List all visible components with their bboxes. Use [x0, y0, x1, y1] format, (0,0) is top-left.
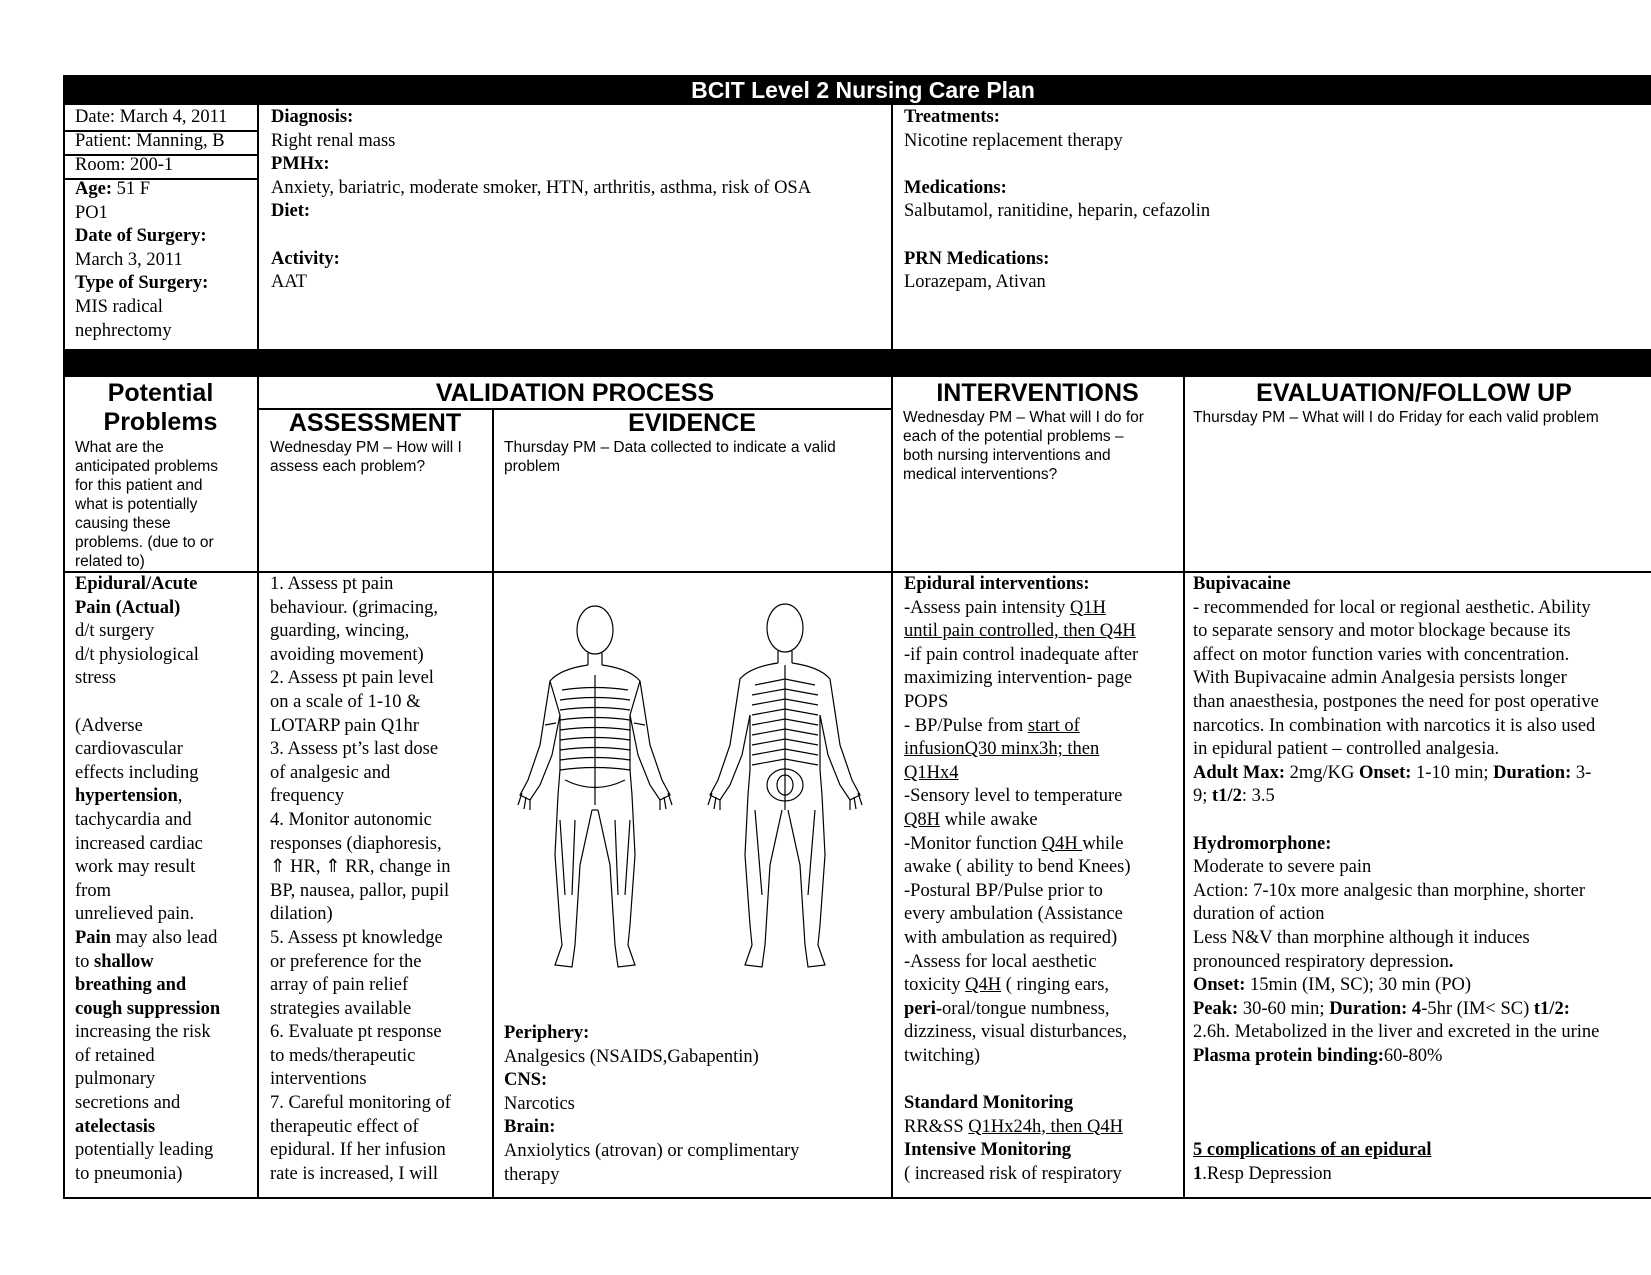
surgery-date-value: March 3, 2011 — [75, 249, 183, 270]
dermatome-diagram — [500, 595, 880, 980]
patient-info — [75, 106, 255, 343]
diagnosis-section — [271, 106, 886, 295]
table-bottom-line — [63, 1197, 1651, 1199]
cns-value: Narcotics — [504, 1093, 575, 1114]
diagnosis-value: Right renal mass — [271, 130, 396, 151]
problems-column: Epidural/Acute Pain (Actual) d/t surgery d/t physiological stress (Adverse cardiovascular effects including hypertension, tachycardia and increased cardiac work may result from unrelieved pain. Pain may also lead to shallow breathing and cough suppression increasing the risk of retained pulmonary secretions and atelectasis potentially leading to pneumonia) — [75, 574, 221, 1184]
hydromorphone-label: Hydromorphone: — [1193, 833, 1332, 854]
assessment-header: ASSESSMENT Wednesday PM – How will I assess each problem? — [258, 409, 492, 476]
top-divider-1 — [257, 105, 259, 349]
evidence-desc: Thursday PM – Data collected to indicate a valid problem — [504, 439, 836, 475]
brain-value: Anxiolytics (atrovan) or complimentary — [504, 1140, 800, 1161]
activity-value: AAT — [271, 272, 307, 293]
evaluation-column: Bupivacaine - recommended for local or regional aesthetic. Ability to separate sensory and motor blockage because its affect on motor function varies with concentration. With Bupivacaine admin Analgesia persists longer than anaesthesia, postpones the need for post operative narcotics. In combination with narcotics it is also used in epidural patient – controlled analgesia. Adult Max: 2mg/KG Onset: 1-10 min; Duration: 3- 9; t1/2: 3.5 Hydromorphone: Moderate to severe pain Action: 7-10x more analgesic than morphine, shorter duration of action Less N&V than morphine although it induces pronounced respiratory depression. Onset: 15min (IM, SC); 30 min (PO) Peak: 30-60 min; Duration: 4-5hr (IM< SC) t1/2: 2.6h. Metabolized in the liver and excreted in the urine Plasma protein binding:60-80% 5 complications of an epidural 1.Resp Depression — [1193, 573, 1648, 1186]
main-col-divider-2 — [492, 408, 494, 1198]
surgery-type-value: MIS radical — [75, 296, 163, 317]
pmhx-label: PMHx: — [271, 154, 330, 175]
interventions-column: Epidural interventions: -Assess pain intensity Q1H until pain controlled, then Q4H -if pain control inadequate after maximizing intervention- page POPS - BP/Pulse from start of infusionQ30 minx3h; then Q1Hx4 -Sensory level to temperature Q8H while awake -Monitor function Q4H while awake ( ability to bend Knees) -Postural BP/Pulse prior to every ambulation (Assistance with ambulation as required) -Assess for local aesthetic toxicity Q4H ( ringing ears, peri-oral/tongue numbness, dizziness, visual disturbances, twitching) Standard Monitoring RR&SS Q1Hx24h, then Q4H Intensive Monitoring ( increased risk of respiratory — [904, 573, 1182, 1186]
medications-value: Salbutamol, ranitidine, heparin, cefazolin — [904, 201, 1211, 222]
surgery-type-label: Type of Surgery: — [75, 273, 209, 294]
pmhx-value: Anxiety, bariatric, moderate smoker, HTN, arthritis, asthma, risk of OSA — [271, 177, 812, 198]
diagnosis-label: Diagnosis: — [271, 107, 354, 127]
top-left-border — [63, 105, 65, 349]
evidence-column — [504, 1022, 889, 1187]
surgery-type-value-2: nephrectomy — [75, 320, 172, 341]
section-divider-band — [63, 349, 1651, 377]
evidence-header: EVIDENCE Thursday PM – Data collected to indicate a valid problem — [493, 409, 891, 476]
back-body-figure — [708, 604, 862, 967]
assessment-desc: Wednesday PM – How will I assess each problem? — [270, 439, 462, 475]
evaluation-desc: Thursday PM – What will I do Friday for each valid problem — [1193, 409, 1599, 426]
diet-label: Diet: — [271, 201, 311, 222]
room-field: Room: 200-1 — [75, 155, 174, 175]
main-col-divider-3 — [891, 377, 893, 1198]
interventions-desc: Wednesday PM – What will I do for each of the potential problems – both nursing interventions and medical interventions? — [903, 409, 1144, 483]
surgery-date-label: Date of Surgery: — [75, 226, 207, 247]
treatments-section — [904, 106, 1644, 295]
date-field: Date: March 4, 2011 — [75, 107, 228, 127]
interventions-header: INTERVENTIONS Wednesday PM – What will I do for each of the potential problems – both nursing interventions and medical interventions? — [892, 379, 1183, 484]
patient-field: Patient: Manning, B — [75, 131, 225, 151]
validation-process-header: VALIDATION PROCESS — [435, 379, 715, 407]
medications-label: Medications: — [904, 177, 1007, 198]
potential-problems-header: Potential Problems What are the anticipated problems for this patient and what is potentially causing these problems. (due to or related to) — [64, 379, 257, 571]
prn-value: Lorazepam, Ativan — [904, 272, 1046, 293]
periphery-value: Analgesics (NSAIDS,Gabapentin) — [504, 1046, 759, 1067]
treatments-value: Nicotine replacement therapy — [904, 130, 1123, 151]
complications-label: 5 complications of an epidural — [1193, 1140, 1432, 1161]
treatments-label: Treatments: — [904, 107, 1000, 127]
main-col-divider-4 — [1183, 377, 1185, 1198]
page-title: BCIT Level 2 Nursing Care Plan — [691, 77, 1035, 103]
prn-label: PRN Medications: — [904, 248, 1050, 269]
periphery-label: Periphery: — [504, 1023, 590, 1043]
intensive-monitoring-label: Intensive Monitoring — [904, 1140, 1072, 1161]
front-body-figure — [518, 606, 672, 967]
po-field: PO1 — [75, 202, 108, 223]
top-divider-2 — [891, 105, 893, 349]
brain-value-2: therapy — [504, 1164, 560, 1185]
activity-label: Activity: — [271, 248, 340, 269]
assessment-column: 1. Assess pt pain behaviour. (grimacing, guarding, wincing, avoiding movement) 2. Assess pt pain level on a scale of 1-10 & LOTARP pain Q1hr 3. Assess pt’s last dose of analgesic and frequency 4. Monitor autonomic responses (diaphoresis, ⇑ HR, ⇑ RR, change in BP, nausea, pallor, pupil dilation) 5. Assess pt knowledge or preference for the array of pain relief strategies available 6. Evaluate pt response to meds/therapeutic interventions 7. Careful monitoring of therapeutic effect of epidural. If her infusion rate is increased, I will — [270, 574, 451, 1184]
standard-monitoring-label: Standard Monitoring — [904, 1093, 1074, 1114]
evaluation-header: EVALUATION/FOLLOW UP Thursday PM – What will I do Friday for each valid problem — [1184, 379, 1644, 427]
bupivacaine-label: Bupivacaine — [1193, 574, 1291, 594]
main-col-divider-1 — [257, 377, 259, 1198]
age-field: Age: 51 F — [75, 179, 151, 199]
cns-label: CNS: — [504, 1070, 548, 1091]
potential-problems-desc: What are the anticipated problems for this patient and what is potentially causing these problems. (due to or related to) — [75, 439, 219, 570]
brain-label: Brain: — [504, 1117, 556, 1138]
